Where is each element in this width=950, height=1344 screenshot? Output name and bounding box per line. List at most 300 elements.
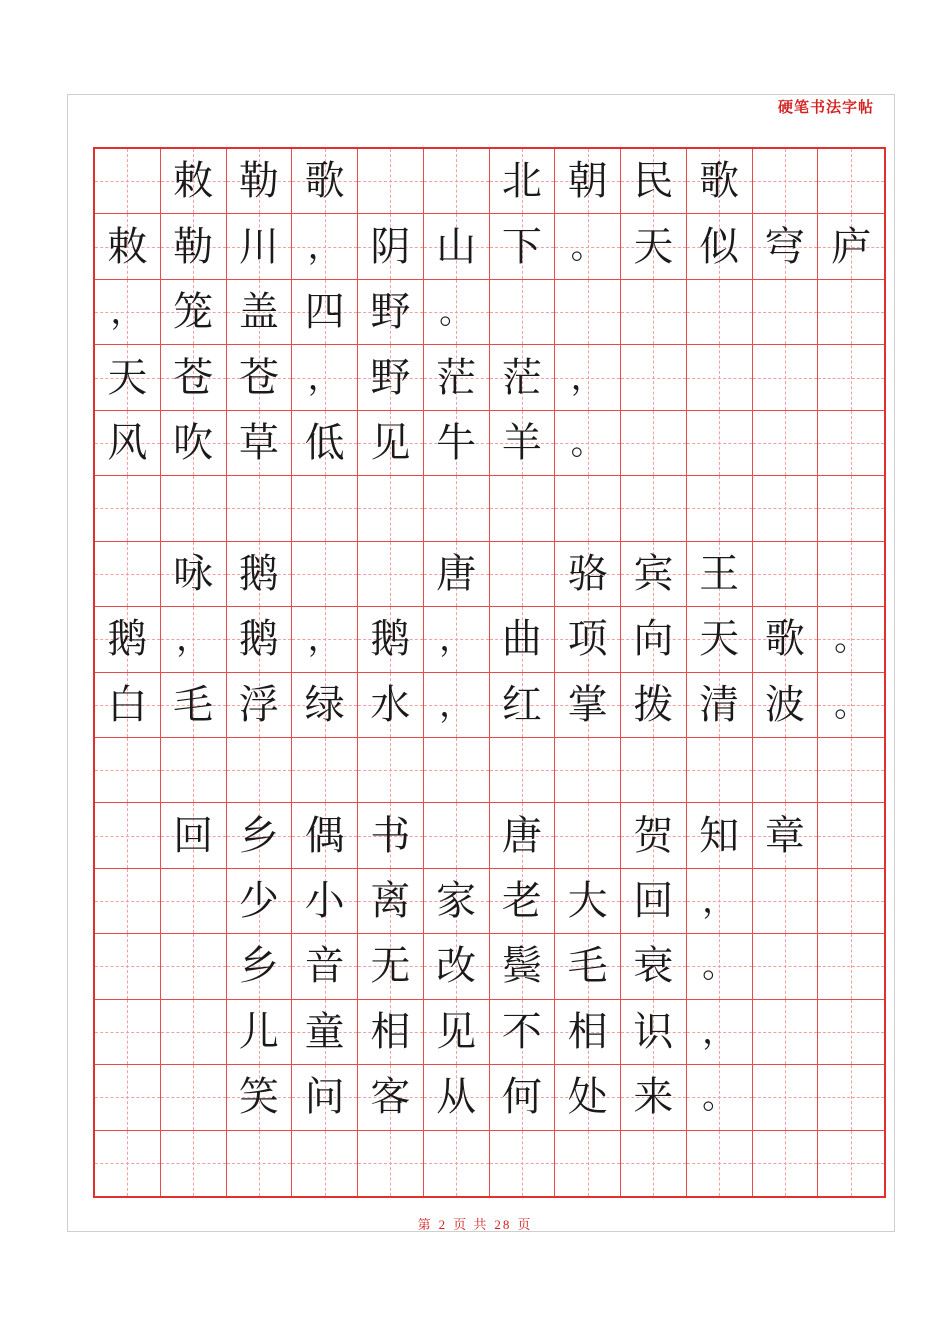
character: 相 — [567, 1008, 608, 1055]
grid-cell — [555, 1000, 621, 1065]
grid-cell — [358, 1065, 424, 1130]
character: 大 — [567, 878, 608, 925]
grid-cell — [687, 149, 753, 214]
grid-cell — [753, 214, 819, 279]
header-title: 硬笔书法字帖 — [777, 98, 874, 116]
character: 项 — [567, 616, 608, 663]
grid-cell — [227, 411, 293, 476]
grid-cell — [358, 607, 424, 672]
grid-cell — [490, 934, 556, 999]
character: 吹 — [173, 419, 214, 466]
character: 。 — [439, 292, 474, 333]
grid-cell — [292, 1065, 358, 1130]
grid-cell — [424, 934, 490, 999]
grid-cell — [95, 411, 161, 476]
grid-cell — [292, 149, 358, 214]
grid-cell — [227, 1131, 293, 1196]
grid-cell — [490, 476, 556, 541]
character: 唐 — [436, 550, 477, 597]
grid-cell — [818, 607, 884, 672]
grid-cell — [753, 542, 819, 607]
grid-cell — [292, 934, 358, 999]
grid-cell — [95, 280, 161, 345]
footer-middle: 页 共 — [453, 1217, 489, 1232]
character: ， — [110, 292, 145, 333]
grid-cell — [227, 476, 293, 541]
grid-cell — [161, 934, 227, 999]
grid-cell — [161, 1065, 227, 1130]
character: 见 — [436, 1008, 477, 1055]
grid-cell — [490, 214, 556, 279]
grid-cell — [753, 673, 819, 738]
grid-cell — [555, 738, 621, 803]
grid-cell — [161, 149, 227, 214]
character: 鹅 — [238, 550, 279, 597]
character: 鹅 — [370, 616, 411, 663]
grid-cell — [424, 1000, 490, 1065]
character: 天 — [633, 223, 674, 270]
grid-cell — [358, 1131, 424, 1196]
grid-cell — [227, 803, 293, 868]
grid-cell — [227, 934, 293, 999]
grid-cell — [424, 411, 490, 476]
grid-cell — [818, 411, 884, 476]
grid-cell — [753, 803, 819, 868]
grid-cell — [687, 1065, 753, 1130]
character: 音 — [304, 943, 345, 990]
grid-cell — [161, 673, 227, 738]
grid-cell — [490, 673, 556, 738]
character: 知 — [699, 812, 740, 859]
grid-cell — [161, 476, 227, 541]
character: ， — [307, 619, 342, 660]
grid-cell — [424, 476, 490, 541]
character: 小 — [304, 878, 345, 925]
grid-cell — [292, 607, 358, 672]
grid-cell — [161, 869, 227, 934]
grid-cell — [424, 1131, 490, 1196]
grid-cell — [292, 738, 358, 803]
character: 鬓 — [501, 943, 542, 990]
grid-cell — [555, 214, 621, 279]
character: 离 — [370, 878, 411, 925]
character: 似 — [699, 223, 740, 270]
grid-cell — [227, 345, 293, 410]
character: 少 — [238, 878, 279, 925]
grid-cell — [818, 934, 884, 999]
character: 毛 — [567, 943, 608, 990]
character: 川 — [238, 223, 279, 270]
grid-cell — [227, 214, 293, 279]
grid-cell — [227, 149, 293, 214]
character: 乡 — [238, 943, 279, 990]
grid-cell — [95, 476, 161, 541]
character: 笑 — [238, 1074, 279, 1121]
character: 王 — [699, 550, 740, 597]
grid-cell — [490, 280, 556, 345]
grid-cell — [621, 280, 687, 345]
character: 歌 — [764, 616, 805, 663]
grid-cell — [621, 738, 687, 803]
character: 羊 — [501, 419, 542, 466]
grid-cell — [490, 1065, 556, 1130]
grid-cell — [292, 345, 358, 410]
character: 绿 — [304, 681, 345, 728]
grid-cell — [161, 214, 227, 279]
character: 。 — [702, 1077, 737, 1118]
character: ， — [439, 684, 474, 725]
grid-cell — [358, 673, 424, 738]
grid-cell — [95, 149, 161, 214]
character: 客 — [370, 1074, 411, 1121]
grid-cell — [555, 934, 621, 999]
grid-cell — [818, 869, 884, 934]
grid-cell — [227, 1065, 293, 1130]
grid-cell — [292, 673, 358, 738]
character: 穹 — [764, 223, 805, 270]
grid-cell — [555, 280, 621, 345]
grid-cell — [95, 869, 161, 934]
grid-cell — [753, 738, 819, 803]
character: ， — [702, 1011, 737, 1052]
grid-cell — [424, 673, 490, 738]
character: 下 — [501, 223, 542, 270]
character: 。 — [570, 422, 605, 463]
grid-cell — [818, 149, 884, 214]
grid-cell — [818, 673, 884, 738]
character: 民 — [633, 158, 674, 205]
grid-cell — [358, 934, 424, 999]
grid-cell — [161, 345, 227, 410]
grid-cell — [753, 280, 819, 345]
grid-cell — [95, 542, 161, 607]
grid-cell — [753, 476, 819, 541]
footer-total-pages: 28 — [494, 1217, 512, 1232]
grid-cell — [161, 738, 227, 803]
grid-cell — [490, 803, 556, 868]
grid-cell — [95, 934, 161, 999]
grid-cell — [621, 345, 687, 410]
grid-cell — [424, 607, 490, 672]
grid-cell — [818, 1065, 884, 1130]
grid-cell — [227, 542, 293, 607]
character: 向 — [633, 616, 674, 663]
grid-cell — [95, 214, 161, 279]
character: 改 — [436, 943, 477, 990]
grid-cell — [621, 476, 687, 541]
grid-cell — [753, 411, 819, 476]
grid-cell — [621, 542, 687, 607]
character: 处 — [567, 1074, 608, 1121]
grid-cell — [424, 214, 490, 279]
grid-cell — [555, 542, 621, 607]
grid-cell — [227, 738, 293, 803]
grid-cell — [753, 1065, 819, 1130]
character: 章 — [764, 812, 805, 859]
character: 毛 — [173, 681, 214, 728]
character: 问 — [304, 1074, 345, 1121]
grid-cell — [687, 934, 753, 999]
grid-cell — [753, 1131, 819, 1196]
grid-cell — [621, 934, 687, 999]
grid-cell — [687, 345, 753, 410]
character: 曲 — [501, 616, 542, 663]
character: 来 — [633, 1074, 674, 1121]
grid-cell — [161, 803, 227, 868]
grid-cell — [687, 214, 753, 279]
grid-cell — [95, 607, 161, 672]
grid-cell — [424, 345, 490, 410]
grid-cell — [621, 1065, 687, 1130]
character: 。 — [570, 226, 605, 267]
character: 波 — [764, 681, 805, 728]
character: 识 — [633, 1008, 674, 1055]
character: 书 — [370, 812, 411, 859]
grid-cell — [227, 607, 293, 672]
character: 草 — [238, 419, 279, 466]
grid-cell — [292, 214, 358, 279]
grid-cell — [424, 280, 490, 345]
character: 清 — [699, 681, 740, 728]
grid-cell — [95, 1000, 161, 1065]
grid-cell — [161, 542, 227, 607]
character: 盖 — [238, 289, 279, 336]
character: 水 — [370, 681, 411, 728]
character: 拨 — [633, 681, 674, 728]
grid-cell — [753, 1000, 819, 1065]
grid-cell — [161, 280, 227, 345]
grid-cell — [687, 869, 753, 934]
character: 鹅 — [238, 616, 279, 663]
grid-cell — [621, 1131, 687, 1196]
character: 野 — [370, 354, 411, 401]
character: 家 — [436, 878, 477, 925]
character: 相 — [370, 1008, 411, 1055]
grid-cell — [227, 673, 293, 738]
character: 天 — [107, 354, 148, 401]
grid-cell — [95, 1065, 161, 1130]
character: 骆 — [567, 550, 608, 597]
character: 北 — [501, 158, 542, 205]
grid-cell — [490, 149, 556, 214]
character: 唐 — [501, 812, 542, 859]
grid-cell — [358, 542, 424, 607]
grid-cell — [490, 869, 556, 934]
character: 何 — [501, 1074, 542, 1121]
character: 无 — [370, 943, 411, 990]
grid-cell — [95, 803, 161, 868]
character: ， — [307, 226, 342, 267]
grid-cell — [555, 803, 621, 868]
grid-cell — [555, 1065, 621, 1130]
grid-cell — [424, 738, 490, 803]
grid-cell — [358, 803, 424, 868]
grid-cell — [424, 542, 490, 607]
grid-cell — [161, 1000, 227, 1065]
character: 野 — [370, 289, 411, 336]
grid-cell — [292, 476, 358, 541]
character: 儿 — [238, 1008, 279, 1055]
grid-cell — [753, 934, 819, 999]
grid-cell — [555, 345, 621, 410]
character: 敕 — [107, 223, 148, 270]
character: 咏 — [173, 550, 214, 597]
grid-cell — [818, 345, 884, 410]
grid-cell — [358, 411, 424, 476]
grid-cell — [555, 411, 621, 476]
footer-page-number: 2 — [438, 1217, 448, 1232]
grid-cell — [555, 1131, 621, 1196]
grid-cell — [687, 280, 753, 345]
grid-cell — [621, 673, 687, 738]
grid-cell — [292, 411, 358, 476]
character: 歌 — [304, 158, 345, 205]
character: 勒 — [173, 223, 214, 270]
grid-cell — [621, 1000, 687, 1065]
character: 牛 — [436, 419, 477, 466]
grid-cell — [753, 607, 819, 672]
footer-prefix: 第 — [417, 1217, 433, 1232]
character: 山 — [436, 223, 477, 270]
character: 。 — [702, 946, 737, 987]
grid-cell — [358, 476, 424, 541]
grid-cell — [687, 803, 753, 868]
grid-cell — [753, 149, 819, 214]
character: 鹅 — [107, 616, 148, 663]
character: 回 — [633, 878, 674, 925]
grid-cell — [161, 607, 227, 672]
grid-cell — [161, 411, 227, 476]
character: 阴 — [370, 223, 411, 270]
grid-cell — [621, 607, 687, 672]
grid-cell — [292, 542, 358, 607]
grid-cell — [292, 280, 358, 345]
grid-cell — [490, 1131, 556, 1196]
character: 朝 — [567, 158, 608, 205]
grid-cell — [358, 1000, 424, 1065]
grid-cell — [424, 803, 490, 868]
grid-cell — [753, 869, 819, 934]
grid-cell — [555, 673, 621, 738]
character: ， — [702, 881, 737, 922]
grid-cell — [95, 738, 161, 803]
grid-cell — [292, 1000, 358, 1065]
character: 。 — [834, 619, 869, 660]
grid-cell — [687, 1000, 753, 1065]
grid-cell — [818, 214, 884, 279]
character: 勒 — [238, 158, 279, 205]
character: 茫 — [436, 354, 477, 401]
grid-cell — [621, 869, 687, 934]
grid-cell — [621, 411, 687, 476]
grid-cell — [555, 149, 621, 214]
grid-cell — [358, 869, 424, 934]
grid-cell — [687, 607, 753, 672]
grid-cell — [95, 1131, 161, 1196]
grid-cell — [358, 345, 424, 410]
grid-cell — [621, 803, 687, 868]
character: 天 — [699, 616, 740, 663]
grid-cell — [490, 607, 556, 672]
character: 回 — [173, 812, 214, 859]
grid-cell — [358, 214, 424, 279]
grid-cell — [687, 738, 753, 803]
grid-cell — [227, 869, 293, 934]
character: 苍 — [238, 354, 279, 401]
grid-cell — [358, 280, 424, 345]
grid-cell — [227, 1000, 293, 1065]
character: 笼 — [173, 289, 214, 336]
character: 茫 — [501, 354, 542, 401]
grid-cell — [490, 738, 556, 803]
grid-cell — [161, 1131, 227, 1196]
grid-cell — [687, 673, 753, 738]
grid-cell — [490, 345, 556, 410]
grid-cell — [687, 1131, 753, 1196]
grid-cell — [555, 607, 621, 672]
character: 敕 — [173, 158, 214, 205]
calligraphy-grid — [93, 147, 886, 1198]
grid-cell — [818, 542, 884, 607]
grid-cell — [818, 280, 884, 345]
character: 红 — [501, 681, 542, 728]
footer-suffix: 页 — [517, 1217, 533, 1232]
grid-cell — [424, 1065, 490, 1130]
character: 歌 — [699, 158, 740, 205]
grid-cell — [95, 673, 161, 738]
character: 苍 — [173, 354, 214, 401]
character: 风 — [107, 419, 148, 466]
grid-cell — [687, 411, 753, 476]
grid-cell — [490, 411, 556, 476]
character: 庐 — [831, 223, 872, 270]
page-footer — [0, 1214, 950, 1233]
grid-cell — [818, 738, 884, 803]
character: 贺 — [633, 812, 674, 859]
grid-cell — [424, 149, 490, 214]
grid-cell — [687, 476, 753, 541]
grid-cell — [292, 1131, 358, 1196]
character: 偶 — [304, 812, 345, 859]
grid-cell — [358, 149, 424, 214]
character: 见 — [370, 419, 411, 466]
grid-cell — [227, 280, 293, 345]
character: 衰 — [633, 943, 674, 990]
character: 从 — [436, 1074, 477, 1121]
grid-cell — [292, 869, 358, 934]
character: 乡 — [238, 812, 279, 859]
character: ， — [570, 357, 605, 398]
grid-cell — [818, 476, 884, 541]
character: 四 — [304, 289, 345, 336]
character: 低 — [304, 419, 345, 466]
character: ， — [176, 619, 211, 660]
grid-cell — [555, 869, 621, 934]
grid-cell — [818, 803, 884, 868]
character: 不 — [501, 1008, 542, 1055]
character: 宾 — [633, 550, 674, 597]
grid-cell — [818, 1000, 884, 1065]
grid-cell — [424, 869, 490, 934]
grid-cell — [621, 214, 687, 279]
grid-cell — [490, 542, 556, 607]
grid-cell — [490, 1000, 556, 1065]
grid-cell — [555, 476, 621, 541]
character: ， — [439, 619, 474, 660]
character: 。 — [834, 684, 869, 725]
character: 掌 — [567, 681, 608, 728]
character: ， — [307, 357, 342, 398]
